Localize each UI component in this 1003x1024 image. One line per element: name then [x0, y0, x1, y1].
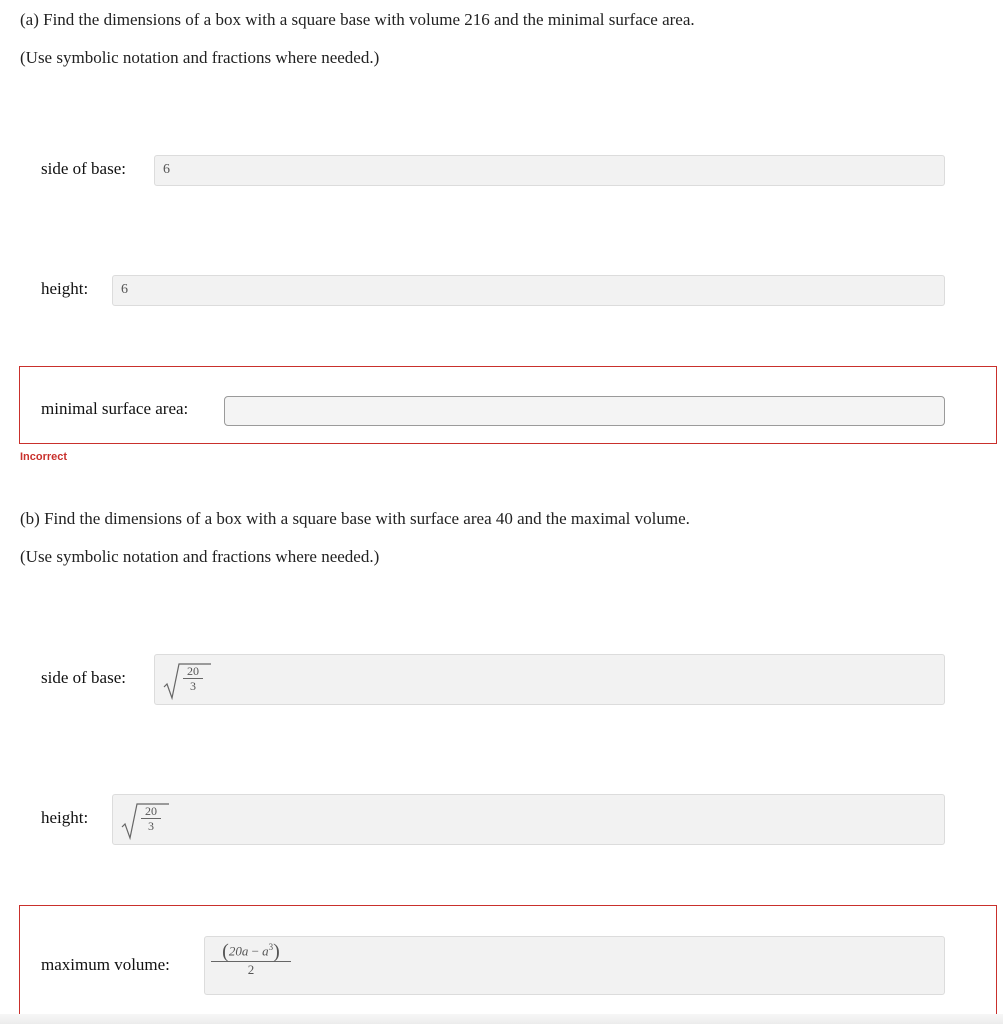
question-a-text: (a) Find the dimensions of a box with a square base with volume 216 and the minimal surface area.: [20, 10, 695, 29]
height-input-b[interactable]: [112, 794, 945, 845]
side-of-base-label-b: side of base:: [41, 668, 126, 687]
fraction-volume-b: [211, 939, 291, 977]
height-input-a[interactable]: [112, 275, 945, 306]
minimal-surface-area-label: minimal surface area:: [41, 399, 189, 418]
fraction-side-b: [183, 665, 203, 692]
fraction-denominator: 3: [190, 679, 196, 693]
maximum-volume-input[interactable]: [204, 936, 945, 995]
fraction-numerator: 20: [145, 804, 157, 818]
fraction-height-b: [141, 805, 161, 832]
maximum-volume-label: maximum volume:: [41, 955, 170, 974]
height-label-a: height:: [41, 279, 89, 298]
fraction-numerator: 20: [187, 664, 199, 678]
fraction-numerator: $(20a - a^3)$: [222, 940, 280, 963]
side-of-base-value-a: 6: [163, 162, 170, 177]
fraction-denominator: 3: [148, 819, 154, 833]
minimal-surface-area-input[interactable]: [224, 396, 945, 426]
incorrect-status-a: Incorrect: [20, 451, 68, 463]
side-of-base-input-b[interactable]: [154, 654, 945, 705]
side-of-base-input-a[interactable]: [154, 155, 945, 186]
page-bottom-edge: [0, 1014, 1003, 1024]
height-value-a: 6: [121, 282, 128, 297]
question-a-note: (Use symbolic notation and fractions where needed.): [20, 48, 380, 67]
height-label-b: height:: [41, 808, 89, 827]
side-of-base-label-a: side of base:: [41, 159, 126, 178]
question-b-note: (Use symbolic notation and fractions where needed.): [20, 547, 380, 566]
question-b-text: (b) Find the dimensions of a box with a square base with surface area 40 and the maximal volume.: [20, 509, 690, 528]
fraction-denominator: 2: [247, 962, 255, 978]
